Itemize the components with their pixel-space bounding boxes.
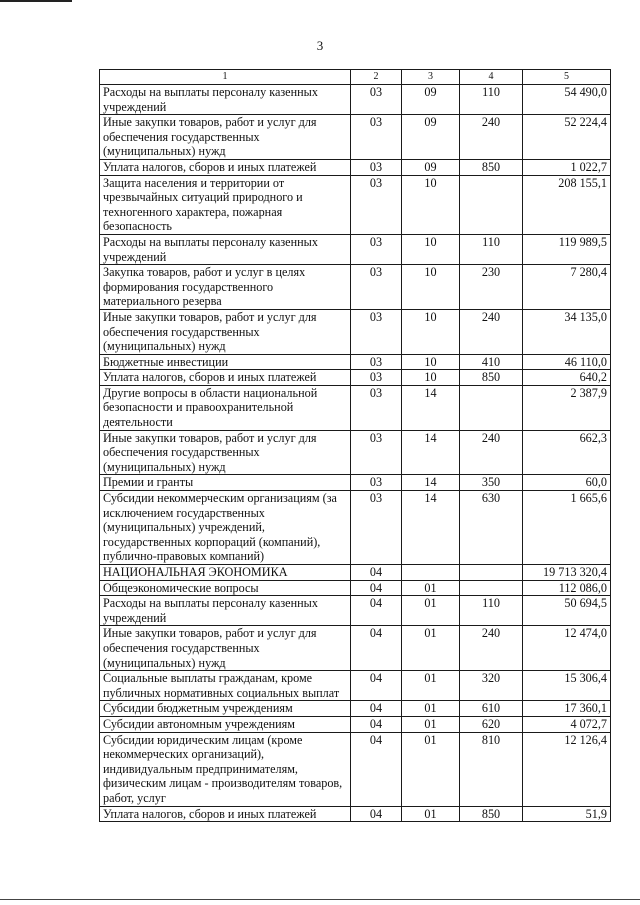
row-subsection: 10 [402, 175, 460, 234]
row-subsection: 01 [402, 671, 460, 701]
row-name: Уплата налогов, сборов и иных платежей [100, 370, 351, 386]
row-amount: 119 989,5 [523, 234, 611, 264]
row-amount: 7 280,4 [523, 265, 611, 310]
row-name: Другие вопросы в области национальной безопасности и правоохранительной деятельности [100, 385, 351, 430]
row-subsection: 10 [402, 370, 460, 386]
header-col-3: 3 [402, 70, 460, 85]
table-row [100, 309, 611, 354]
row-name: Бюджетные инвестиции [100, 354, 351, 370]
row-section: 04 [351, 716, 402, 732]
table-row [100, 115, 611, 160]
row-name: Социальные выплаты гражданам, кроме публичных нормативных социальных выплат [100, 671, 351, 701]
row-name: Расходы на выплаты персоналу казенных учреждений [100, 85, 351, 115]
row-subsection: 01 [402, 716, 460, 732]
row-name: Премии и гранты [100, 475, 351, 491]
row-subsection: 01 [402, 806, 460, 822]
row-expense-type: 240 [460, 626, 523, 671]
table-row [100, 716, 611, 732]
row-amount: 17 360,1 [523, 701, 611, 717]
row-subsection: 01 [402, 596, 460, 626]
row-name: Субсидии автономным учреждениям [100, 716, 351, 732]
row-expense-type: 240 [460, 430, 523, 475]
scan-edge-mark [0, 0, 72, 2]
row-expense-type: 620 [460, 716, 523, 732]
table-row [100, 701, 611, 717]
row-section: 04 [351, 596, 402, 626]
row-name: Субсидии юридическим лицам (кроме некоммерческих организаций), индивидуальным предпринимателям, физическим лицам - производителям товаров, работ, услуг [100, 732, 351, 806]
row-amount: 34 135,0 [523, 309, 611, 354]
row-name: Иные закупки товаров, работ и услуг для обеспечения государственных (муниципальных) нужд [100, 626, 351, 671]
row-name: Иные закупки товаров, работ и услуг для обеспечения государственных (муниципальных) нужд [100, 309, 351, 354]
row-section: 03 [351, 234, 402, 264]
row-name: Защита населения и территории от чрезвычайных ситуаций природного и техногенного характера, пожарная безопасность [100, 175, 351, 234]
row-amount: 60,0 [523, 475, 611, 491]
table-row [100, 85, 611, 115]
row-subsection: 09 [402, 115, 460, 160]
row-section: 03 [351, 115, 402, 160]
row-name: Иные закупки товаров, работ и услуг для обеспечения государственных (муниципальных) нужд [100, 115, 351, 160]
page-number: 3 [316, 38, 324, 53]
row-subsection: 09 [402, 85, 460, 115]
row-expense-type [460, 565, 523, 581]
table-row [100, 354, 611, 370]
table-row [100, 175, 611, 234]
row-subsection: 10 [402, 234, 460, 264]
row-expense-type: 410 [460, 354, 523, 370]
row-section: 03 [351, 491, 402, 565]
row-amount: 12 126,4 [523, 732, 611, 806]
row-expense-type [460, 175, 523, 234]
row-subsection: 14 [402, 475, 460, 491]
row-expense-type [460, 580, 523, 596]
row-name: Расходы на выплаты персоналу казенных учреждений [100, 234, 351, 264]
row-name: Иные закупки товаров, работ и услуг для обеспечения государственных (муниципальных) нужд [100, 430, 351, 475]
row-section: 03 [351, 309, 402, 354]
row-section: 04 [351, 701, 402, 717]
row-section: 03 [351, 175, 402, 234]
row-section: 04 [351, 671, 402, 701]
row-name: Закупка товаров, работ и услуг в целях формирования государственного материального резерва [100, 265, 351, 310]
row-expense-type: 850 [460, 806, 523, 822]
row-amount: 1 022,7 [523, 159, 611, 175]
row-expense-type: 610 [460, 701, 523, 717]
row-expense-type: 320 [460, 671, 523, 701]
row-subsection: 14 [402, 491, 460, 565]
row-section: 03 [351, 354, 402, 370]
row-amount: 51,9 [523, 806, 611, 822]
row-amount: 640,2 [523, 370, 611, 386]
row-expense-type: 110 [460, 596, 523, 626]
table-row [100, 806, 611, 822]
row-subsection: 01 [402, 580, 460, 596]
row-expense-type: 110 [460, 234, 523, 264]
row-name: Субсидии бюджетным учреждениям [100, 701, 351, 717]
row-name: Субсидии некоммерческим организациям (за исключением государственных (муниципальных) учреждений, государственных корпораций (компаний), публично-правовых компаний) [100, 491, 351, 565]
row-expense-type: 350 [460, 475, 523, 491]
row-subsection: 10 [402, 309, 460, 354]
table-row [100, 580, 611, 596]
table-row [100, 565, 611, 581]
row-expense-type: 240 [460, 309, 523, 354]
row-section: 03 [351, 85, 402, 115]
row-section: 04 [351, 806, 402, 822]
row-section: 03 [351, 430, 402, 475]
row-amount: 54 490,0 [523, 85, 611, 115]
row-section: 04 [351, 565, 402, 581]
row-section: 04 [351, 732, 402, 806]
table-row [100, 491, 611, 565]
table-row [100, 732, 611, 806]
row-section: 03 [351, 475, 402, 491]
row-subsection: 01 [402, 701, 460, 717]
row-expense-type [460, 385, 523, 430]
table-row [100, 234, 611, 264]
row-name: Общеэкономические вопросы [100, 580, 351, 596]
table-row [100, 596, 611, 626]
header-col-4: 4 [460, 70, 523, 85]
row-amount: 2 387,9 [523, 385, 611, 430]
table-row [100, 159, 611, 175]
row-expense-type: 230 [460, 265, 523, 310]
row-amount: 19 713 320,4 [523, 565, 611, 581]
table-header-row [100, 70, 611, 85]
row-amount: 46 110,0 [523, 354, 611, 370]
row-subsection: 01 [402, 626, 460, 671]
row-amount: 52 224,4 [523, 115, 611, 160]
row-subsection: 14 [402, 385, 460, 430]
table-row [100, 385, 611, 430]
row-expense-type: 630 [460, 491, 523, 565]
row-expense-type: 240 [460, 115, 523, 160]
header-col-5: 5 [523, 70, 611, 85]
row-amount: 112 086,0 [523, 580, 611, 596]
row-subsection: 10 [402, 354, 460, 370]
row-section: 03 [351, 159, 402, 175]
row-amount: 4 072,7 [523, 716, 611, 732]
row-subsection: 14 [402, 430, 460, 475]
row-subsection: 10 [402, 265, 460, 310]
row-name: Уплата налогов, сборов и иных платежей [100, 159, 351, 175]
row-amount: 12 474,0 [523, 626, 611, 671]
row-amount: 15 306,4 [523, 671, 611, 701]
budget-table [99, 69, 611, 822]
table-row [100, 370, 611, 386]
row-amount: 662,3 [523, 430, 611, 475]
table-row [100, 626, 611, 671]
row-subsection: 01 [402, 732, 460, 806]
row-section: 03 [351, 265, 402, 310]
table-row [100, 265, 611, 310]
table-row [100, 671, 611, 701]
row-amount: 50 694,5 [523, 596, 611, 626]
row-section: 04 [351, 626, 402, 671]
row-name: Расходы на выплаты персоналу казенных учреждений [100, 596, 351, 626]
header-col-2: 2 [351, 70, 402, 85]
row-section: 04 [351, 580, 402, 596]
row-section: 03 [351, 370, 402, 386]
row-expense-type: 850 [460, 159, 523, 175]
row-name: НАЦИОНАЛЬНАЯ ЭКОНОМИКА [100, 565, 351, 581]
row-name: Уплата налогов, сборов и иных платежей [100, 806, 351, 822]
header-col-1: 1 [100, 70, 351, 85]
row-expense-type: 810 [460, 732, 523, 806]
table-row [100, 430, 611, 475]
row-amount: 208 155,1 [523, 175, 611, 234]
row-section: 03 [351, 385, 402, 430]
row-expense-type: 850 [460, 370, 523, 386]
scan-bottom-edge [0, 899, 640, 900]
row-subsection: 09 [402, 159, 460, 175]
row-amount: 1 665,6 [523, 491, 611, 565]
row-expense-type: 110 [460, 85, 523, 115]
row-subsection [402, 565, 460, 581]
table-row [100, 475, 611, 491]
